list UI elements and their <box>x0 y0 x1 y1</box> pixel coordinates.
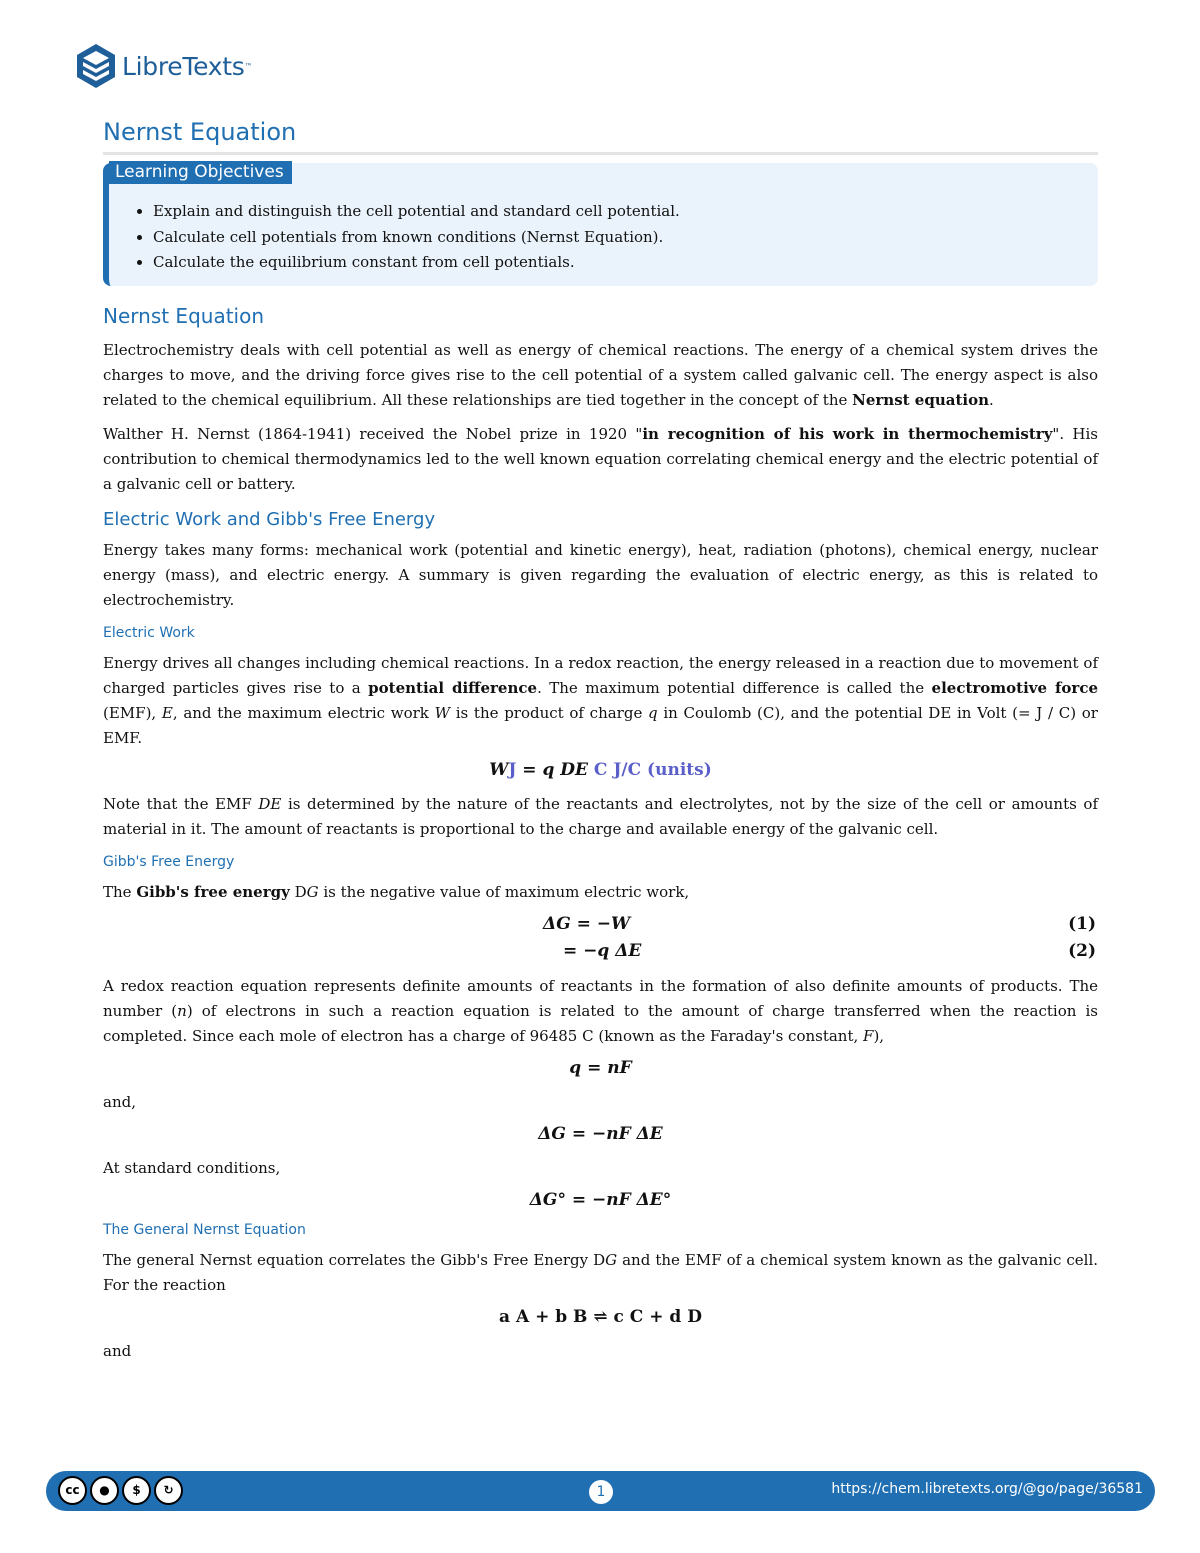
equation: ΔG = −W <box>543 913 631 934</box>
brand-name: LibreTexts <box>122 51 245 81</box>
by-icon: ● <box>90 1476 119 1505</box>
equation-gibbs: ΔG = −nF ΔE <box>538 1123 663 1144</box>
trademark: ™ <box>244 61 253 71</box>
learning-objectives-list <box>127 199 1082 276</box>
equation-number: (2) <box>1068 940 1096 961</box>
page-url-link[interactable]: https://chem.libretexts.org/@go/page/36581 <box>831 1481 1143 1497</box>
article <box>103 118 1098 1373</box>
cc-icon: cc <box>58 1476 87 1505</box>
paragraph: Note that the EMF DE is determined by the nature of the reactants and electrolytes, not by the size of the cell or amounts of material in it. The amount of reactants is proportional to the charge and available energy of the galvanic cell. <box>103 794 1098 838</box>
license-badge[interactable] <box>58 1476 183 1505</box>
equation-gibbs-standard: ΔG° = −nF ΔE° <box>529 1189 672 1210</box>
sa-icon: ↻ <box>154 1476 183 1505</box>
paragraph: A redox reaction equation represents definite amounts of reactants in the formation of also definite amounts of products. The number (n) of electrons in such a reaction equation is related to the amount of charge transferred when the reaction is completed. Since each mole of electron has a charge of 96485 C (known as the Faraday's constant, F), <box>103 976 1098 1045</box>
paragraph: Walther H. Nernst (1864-1941) received the Nobel prize in 1920 "in recognition of his work in thermochemistry". His contribution to chemical thermodynamics led to the well known equation correlating chemical energy and the electric potential of a galvanic cell or battery. <box>103 424 1098 493</box>
libretexts-logo[interactable] <box>74 40 252 92</box>
subsection-heading: Gibb's Free Energy <box>103 853 235 870</box>
paragraph: Energy takes many forms: mechanical work (potential and kinetic energy), heat, radiation (photons), chemical energy, nuclear energy (mass), and electric energy. A summary is given regarding the evaluation of electric energy, as this is related to electrochemistry. <box>103 540 1098 609</box>
learning-objectives-label: Learning Objectives <box>109 161 292 184</box>
paragraph: The Gibb's free energy DG is the negative value of maximum electric work, <box>103 882 690 901</box>
subsection-heading: Electric Work <box>103 624 195 641</box>
equation-work: WJ = q DE C J/C (units) <box>489 759 712 780</box>
list-item: • Explain and distinguish the cell potential and standard cell potential. <box>153 199 1082 225</box>
equation-number: (1) <box>1068 913 1096 934</box>
section-heading: Nernst Equation <box>103 303 265 328</box>
list-item: • Calculate cell potentials from known conditions (Nernst Equation). <box>153 225 1082 251</box>
learning-objectives-box <box>103 163 1098 286</box>
equation: = −q ΔE <box>563 940 642 961</box>
nc-icon: $ <box>122 1476 151 1505</box>
paragraph: and <box>103 1341 132 1360</box>
paragraph: At standard conditions, <box>103 1158 281 1177</box>
paragraph: and, <box>103 1092 136 1111</box>
paragraph: The general Nernst equation correlates the Gibb's Free Energy DG and the EMF of a chemical system known as the galvanic cell. For the reaction <box>103 1250 1099 1294</box>
libretexts-hexagon-icon <box>74 42 118 90</box>
equation-row-1 <box>103 914 1098 941</box>
page-number: 1 <box>589 1480 613 1504</box>
paragraph: Electrochemistry deals with cell potential as well as energy of chemical reactions. The energy of a chemical system drives the charges to move, and the driving force gives rise to the cell potential of a system called galvanic cell. The energy aspect is also related to the chemical equilibrium. All these relationships are tied together in the concept of the Nernst equation. <box>103 340 1098 409</box>
paragraph: Energy drives all changes including chemical reactions. In a redox reaction, the energy released in a reaction due to movement of charged particles gives rise to a potential difference. The maximum potential difference is called the electromotive force (EMF), E, and the maximum electric work W is the product of charge q in Coulomb (C), and the potential DE in Volt (= J / C) or EMF. <box>103 653 1098 747</box>
page-title: Nernst Equation <box>103 118 1098 155</box>
list-item: • Calculate the equilibrium constant from cell potentials. <box>153 250 1082 276</box>
section-heading: Electric Work and Gibb's Free Energy <box>103 508 436 530</box>
equation-row-2 <box>103 941 1098 968</box>
subsection-heading: The General Nernst Equation <box>103 1221 306 1238</box>
equation-reaction: a A + b B ⇌ c C + d D <box>499 1306 702 1327</box>
page-footer <box>46 1471 1155 1511</box>
equation-charge: q = nF <box>569 1057 632 1078</box>
